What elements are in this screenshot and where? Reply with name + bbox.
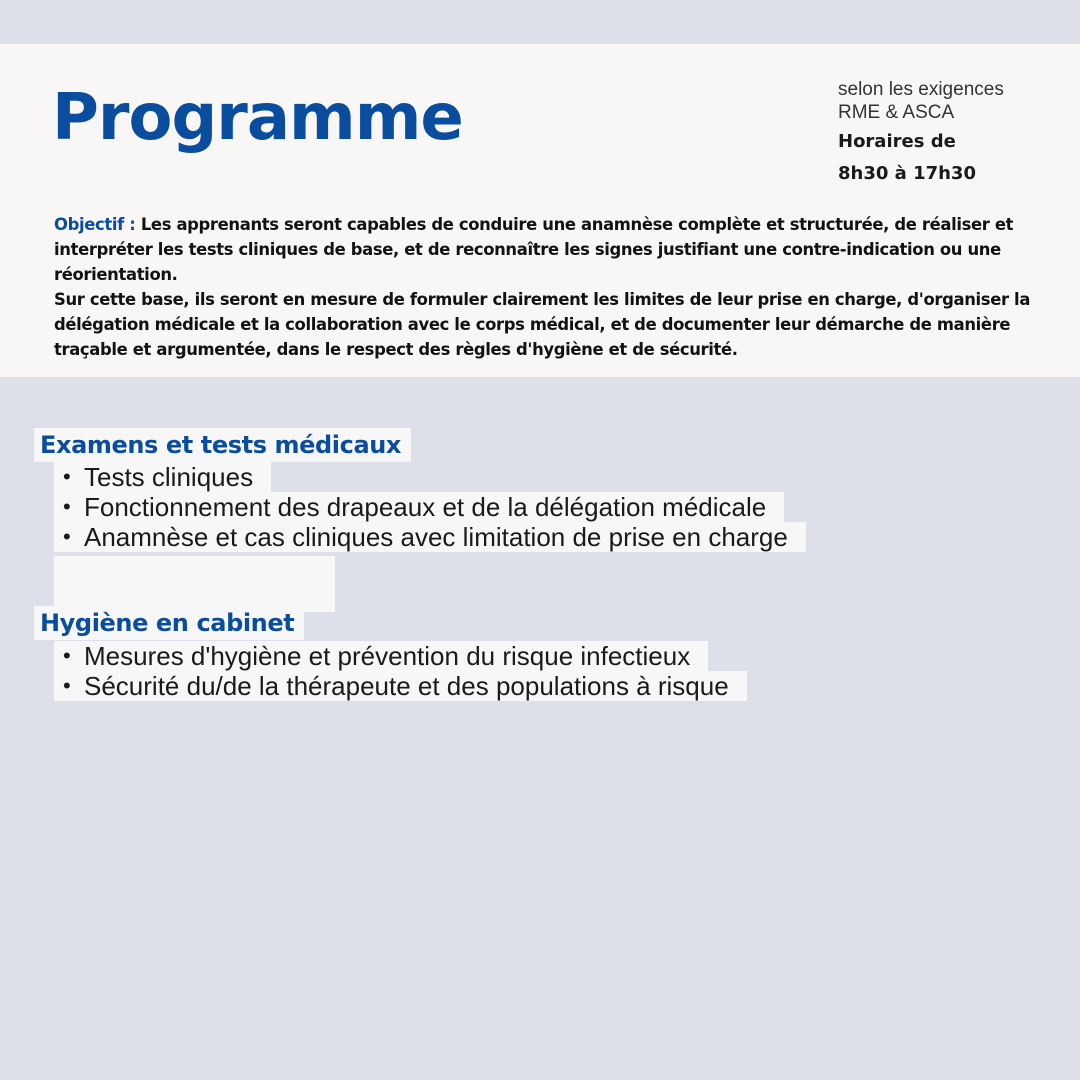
section-title-hygiene: Hygiène en cabinet [34, 606, 304, 640]
section-list-hygiene [54, 641, 747, 701]
list-item-label: Fonctionnement des drapeaux et de la délégation médicale [84, 492, 767, 522]
list-item [54, 641, 708, 671]
objective-text-2: Sur cette base, ils seront en mesure de formuler clairement les limites de leur prise en charge, d'organiser la délégation médicale et la collaboration avec le corps médical, et de documenter leur démarche de manière traçable et argumentée, dans le respect des règles d'hygiène et de sécurité. [54, 290, 1031, 359]
objective-block [54, 212, 1054, 362]
list-item [54, 522, 806, 552]
bullet-icon: • [63, 524, 71, 549]
section-list-examens [54, 462, 806, 552]
list-item-label: Mesures d'hygiène et prévention du risque infectieux [84, 641, 691, 671]
list-item [54, 492, 784, 522]
bullet-icon: • [63, 494, 71, 519]
requirements-line-1: selon les exigences [838, 79, 1004, 100]
list-item [54, 462, 271, 492]
bullet-icon: • [63, 464, 71, 489]
requirements-line-2: RME & ASCA [838, 102, 955, 123]
bullet-icon: • [63, 643, 71, 668]
objective-label: Objectif : [54, 215, 136, 234]
course-info [838, 78, 1058, 190]
bullet-icon: • [63, 673, 71, 698]
highlight-spacer [54, 556, 335, 612]
list-item [54, 671, 747, 701]
hours-line-2: 8h30 à 17h30 [838, 163, 976, 184]
objective-text-1: Les apprenants seront capables de conduire une anamnèse complète et structurée, de réaliser et interpréter les tests cliniques de base, et de reconnaître les signes justifiant une contre-indication ou une réorientation. [54, 215, 1014, 284]
list-item-label: Tests cliniques [84, 462, 254, 492]
list-item-label: Sécurité du/de la thérapeute et des populations à risque [84, 671, 729, 701]
list-item-label: Anamnèse et cas cliniques avec limitation de prise en charge [84, 522, 788, 552]
section-title-examens: Examens et tests médicaux [34, 428, 411, 462]
hours-line-1: Horaires de [838, 131, 956, 152]
objective-paragraph-1 [54, 212, 1054, 287]
page-title: Programme [52, 81, 463, 155]
